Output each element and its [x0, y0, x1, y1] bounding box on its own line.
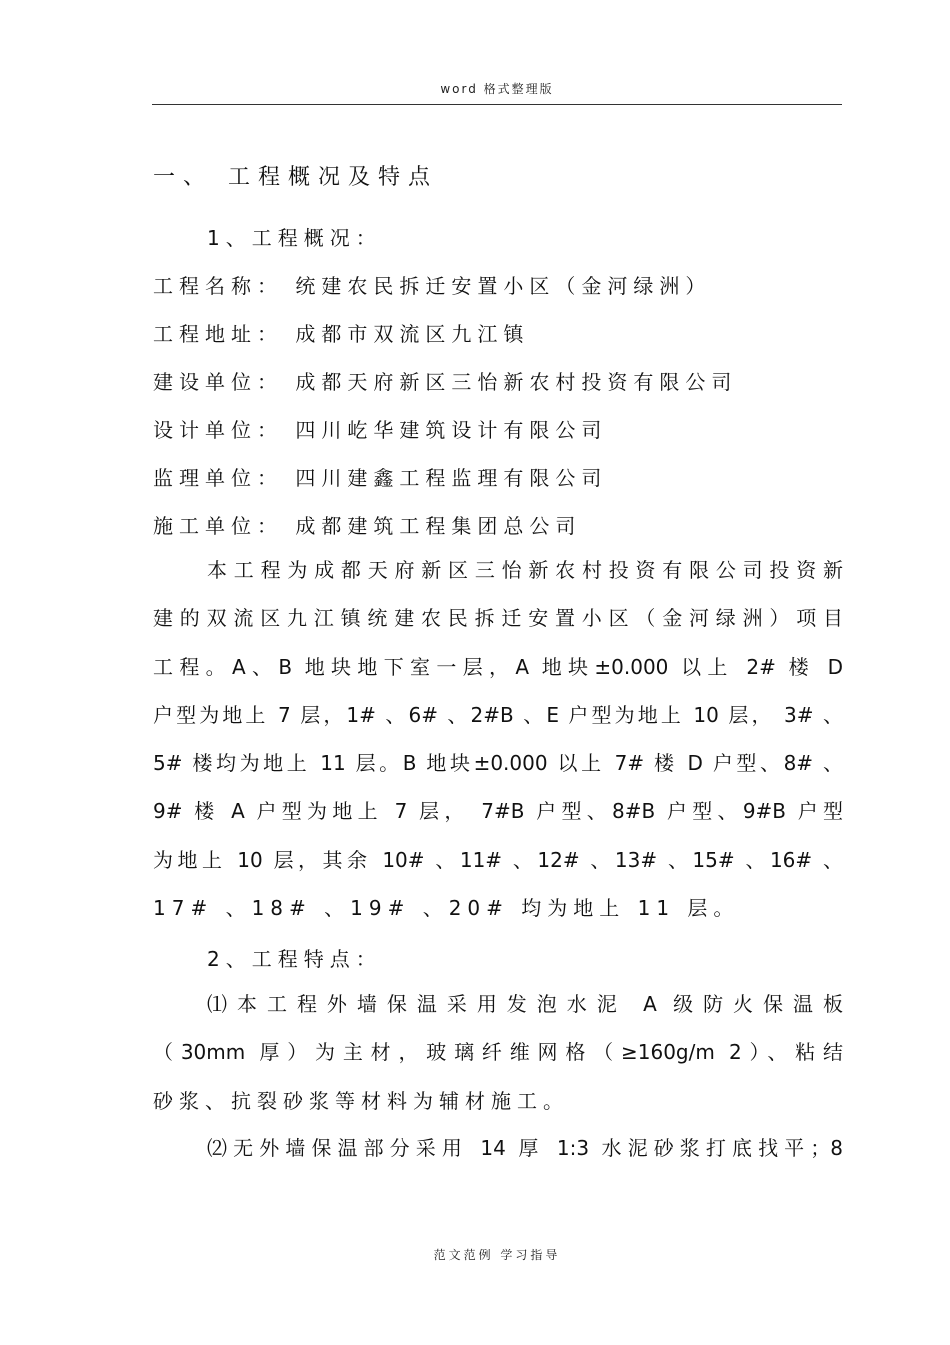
- feature-1-paragraph: [153, 980, 843, 1125]
- overview-line: 本工程为成都天府新区三怡新农村投资有限公司投资新: [207, 558, 843, 582]
- subsection-title-features: 2、工程特点：: [207, 947, 382, 971]
- overview-line: 17# 、18# 、19# 、20# 均为地上 11 层。: [153, 896, 740, 921]
- overview-line: 9# 楼 A 户型为地上 7 层， 7#B 户型、8#B 户型、9#B 户型: [153, 799, 843, 824]
- overview-line: 建的双流区九江镇统建农民拆迁安置小区（金河绿洲）项目: [153, 606, 843, 631]
- info-design-unit: 设计单位： 四川屹华建筑设计有限公司: [153, 418, 608, 442]
- info-owner-unit: 建设单位： 成都天府新区三怡新农村投资有限公司: [153, 370, 738, 394]
- info-project-name: 工程名称： 统建农民拆迁安置小区（金河绿洲）: [153, 274, 712, 298]
- feature-1-line: （30mm 厚）为主材，玻璃纤维网格（≥160g/m 2）、粘结: [153, 1040, 843, 1065]
- feature-2-line: ⑵无外墙保温部分采用 14 厚 1:3 水泥砂浆打底找平；8: [207, 1136, 843, 1160]
- overview-line: 为地上 10 层，其余 10# 、11# 、12# 、13# 、15# 、16# 、: [153, 847, 843, 872]
- feature-1-line: 砂浆、抗裂砂浆等材料为辅材施工。: [153, 1088, 569, 1113]
- overview-paragraph: [153, 546, 843, 932]
- header-divider: [152, 104, 842, 105]
- overview-line: 工程。A、B 地块地下室一层，A 地块±0.000 以上 2# 楼 D: [153, 654, 843, 679]
- subsection-title-overview: 1、工程概况：: [207, 226, 382, 250]
- page-header: word 格式整理版: [440, 82, 554, 96]
- info-construction-unit: 施工单位： 成都建筑工程集团总公司: [153, 514, 582, 538]
- feature-1-line: ⑴本工程外墙保温采用发泡水泥 A 级防火保温板: [207, 992, 843, 1016]
- overview-line: 5# 楼均为地上 11 层。B 地块±0.000 以上 7# 楼 D 户型、8# 、: [153, 751, 843, 776]
- section-title: 一、 工程概况及特点: [153, 165, 438, 190]
- feature-2-paragraph: [153, 1124, 843, 1172]
- overview-line: 户型为地上 7 层，1# 、6# 、2#B 、E 户型为地上 10 层， 3# 、: [153, 702, 843, 727]
- info-supervision-unit: 监理单位： 四川建鑫工程监理有限公司: [153, 466, 608, 490]
- info-project-address: 工程地址： 成都市双流区九江镇: [153, 322, 530, 346]
- page-footer: 范文范例 学习指导: [433, 1248, 561, 1262]
